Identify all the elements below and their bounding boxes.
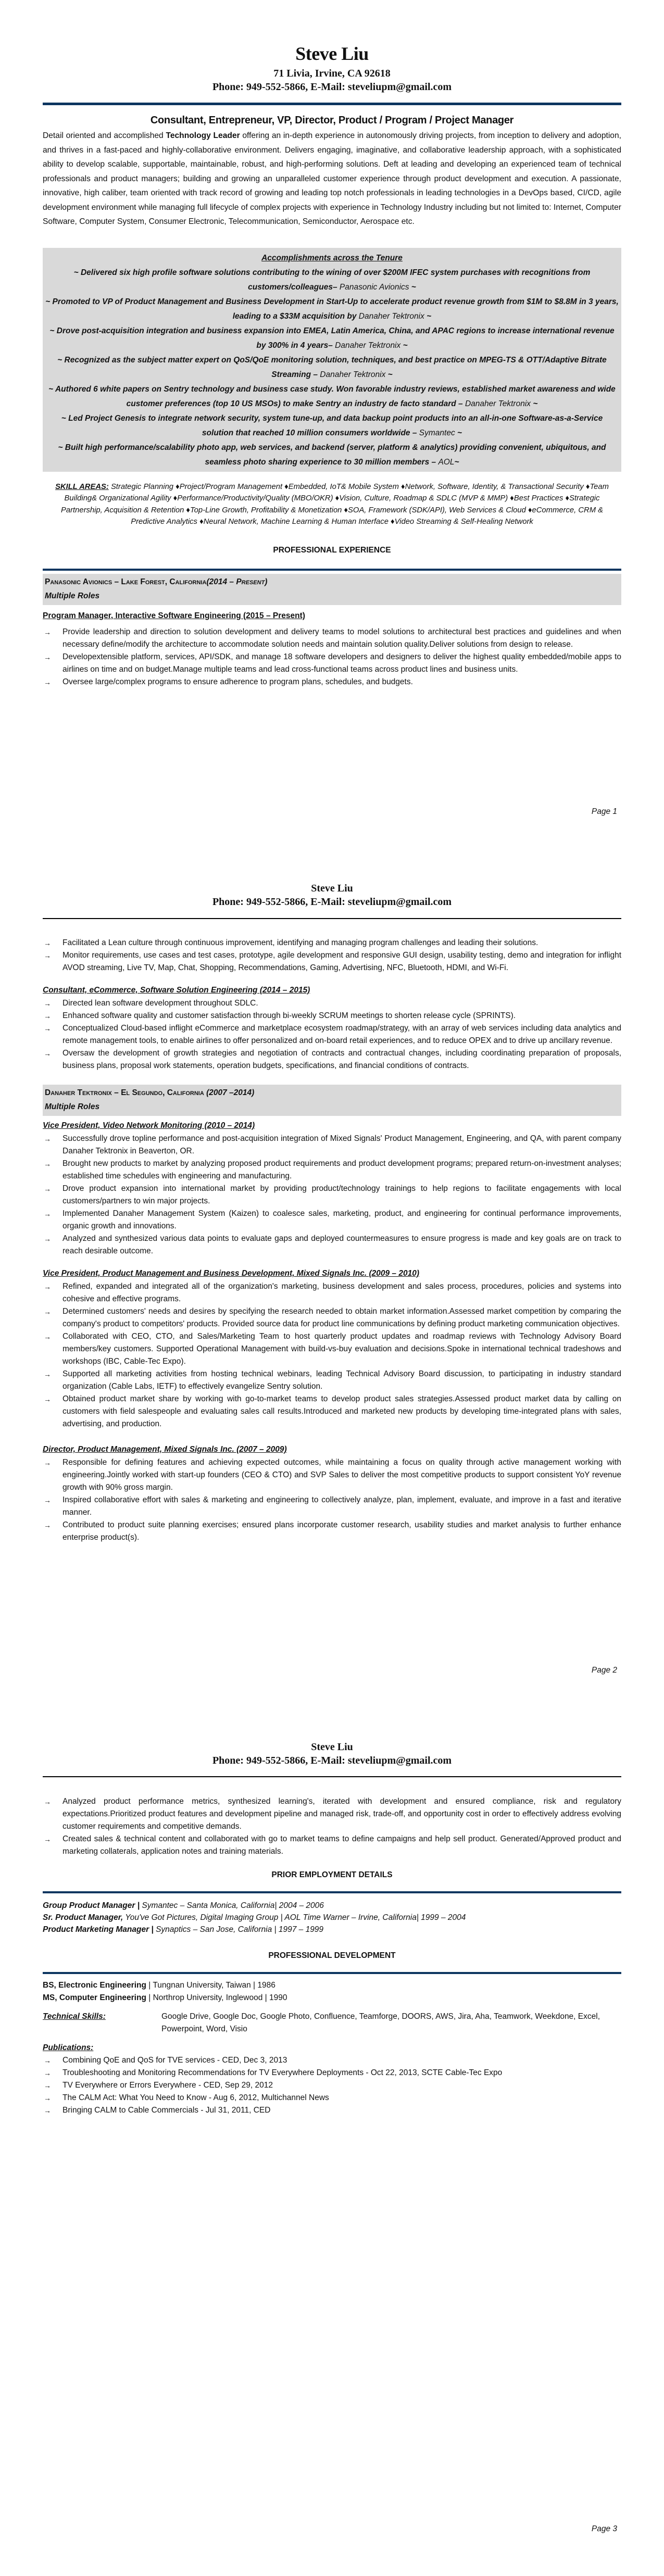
accomplishment-text: ~ Drove post-acquisition integration and business expansion into EMEA, Latin America, China, and APAC regions to increase international revenue by 300% in 4 years–: [49, 326, 615, 350]
accomplishment-company: Danaher Tektronix: [358, 311, 424, 321]
arrow-icon: →: [44, 939, 51, 947]
role-title: Vice President, Video Network Monitoring (2010 – 2014): [43, 1121, 255, 1130]
arrow-icon: →: [44, 1395, 51, 1403]
bullet-text: Determined customers' needs and desires by specifying the research needed to obtain market information.Assessed market competition by comparing the company's product to competitors' products. Provided source data for product line communications by defining product marketing communication objectives.: [62, 1307, 621, 1328]
skill-areas-label: SKILL AREAS:: [55, 482, 109, 491]
bullet-text: Created sales & technical content and collaborated with go to market teams to define campaigns and help sell product. Generated/Approved product and marketing collaterals, application notes and training materials.: [62, 1834, 621, 1856]
accomplishment-item: [45, 324, 619, 353]
tilde: ~: [385, 370, 393, 379]
page-1-header: [43, 43, 621, 94]
bullet-text: Oversee large/complex programs to ensure adherence to program plans, schedules, and budgets.: [62, 677, 413, 686]
publication-item: [43, 2104, 621, 2117]
accomplishment-text: ~ Built high performance/scalability photo app, web services, and backend (server, platform & analytics) providing convenient, ubiquitous, and seamless photo sharing experience to 30 million members –: [58, 443, 606, 467]
arrow-icon: →: [44, 2056, 51, 2065]
role-title: Vice President, Product Management and Business Development, Mixed Signals Inc. (2009 – 2010): [43, 1269, 419, 1278]
company-name: [45, 575, 619, 589]
contact-line: Phone: 949-552-5866, E-Mail: steveliupm@gmail.com: [212, 1755, 452, 1766]
summary-bold: Technology Leader: [166, 131, 240, 140]
publication-text: Bringing CALM to Cable Commercials - Jul 31, 2011, CED: [62, 2106, 271, 2115]
publications-label: Publications:: [43, 2043, 94, 2052]
publication-text: Troubleshooting and Monitoring Recommendations for TV Everywhere Deployments - Oct 22, 2013, SCTE Cable-Tec Expo: [62, 2068, 503, 2077]
accomplishment-company: Danaher Tektronix: [320, 370, 386, 379]
accomplishment-text: ~ Delivered six high profile software solutions contributing to the wining of over $200M IFEC system purchases with recognitions from customers/colleagues–: [73, 268, 591, 292]
arrow-icon: →: [44, 1012, 51, 1020]
company-name: [45, 1086, 619, 1100]
bullet-text: Collaborated with CEO, CTO, and Sales/Marketing Team to host quarterly product updates and roadmap reviews with Technology Advisory Board members/key customers. Supported Operational Management with build-vs-buy evaluation and decisions.Spoke in international technical tradeshows and workshops (IBC, Cable-Tec Expo).: [62, 1332, 621, 1366]
bullet-text: Responsible for defining features and achieving expected outcomes, while maintaining a focus on quality through active management working with engineering.Jointly worked with start-up founders (CEO & CTO) and SVP Sales to deliver the most competitive products to support consistent YoY revenue growth with 90% gross margin.: [62, 1458, 621, 1492]
candidate-name: Steve Liu: [295, 43, 369, 64]
bullet-text: Brought new products to market by analyzing proposed product requirements and product development programs; prepared return-on-investment analyses; established time schedules with engineering and manufacturing.: [62, 1159, 621, 1180]
company-danaher: [43, 1085, 621, 1116]
publication-item: [43, 2067, 621, 2079]
address: 71 Livia, Irvine, CA 92618: [273, 68, 391, 79]
arrow-icon: →: [44, 1235, 51, 1243]
prior-detail: You've Got Pictures, Digital Imaging Group | AOL Time Warner – Irvine, California| 1999 – 2004: [123, 1913, 466, 1922]
bullet-item: [43, 1330, 621, 1368]
role-bullets-continued: [43, 1795, 621, 1858]
publication-text: TV Everywhere or Errors Everywhere - CED, Sep 29, 2012: [62, 2081, 273, 2090]
accomplishment-item: [45, 382, 619, 411]
bullet-text: Implemented Danaher Management System (Kaizen) to coalesce sales, marketing, product, and engineering for continual performance improvements, organic growth and innovations.: [62, 1209, 621, 1230]
bullet-item: [43, 651, 621, 676]
candidate-name: Steve Liu: [311, 883, 353, 894]
arrow-icon: →: [44, 2069, 51, 2077]
bullet-text: Oversaw the development of growth strategies and negotiation of contracts and contractual changes, including coordinating preparation of proposals, business plans, proposal work statements, operation budgets, specifications, and financial conditions of contracts.: [62, 1049, 621, 1070]
arrow-icon: →: [44, 1370, 51, 1378]
bullet-item: [43, 1795, 621, 1833]
bullet-item: [43, 1010, 621, 1022]
prior-detail: Symantec – Santa Monica, California| 2004 – 2006: [140, 1901, 324, 1910]
degree: BS, Electronic Engineering: [43, 1981, 146, 1990]
bullet-text: Inspired collaborative effort with sales & marketing and engineering to collectively analyze, plan, implement, evaluate, and improve in a fast and iterative manner.: [62, 1496, 621, 1517]
page-1-body: [43, 115, 621, 688]
accomplishment-company: AOL: [438, 457, 455, 467]
accomplishments-box: [43, 248, 621, 472]
bullet-item: [43, 1833, 621, 1858]
arrow-icon: →: [44, 627, 51, 636]
arrow-icon: →: [44, 2094, 51, 2102]
arrow-icon: →: [44, 677, 51, 686]
header-rule: [43, 1776, 621, 1777]
bullet-item: [43, 1368, 621, 1393]
accomplishment-text: ~ Authored 6 white papers on Sentry technology and business case study. Won favorable industry reviews, established market awareness and wide customer preferences (top 10 US MSOs) to make Sentry an industry de facto standard –: [48, 384, 616, 408]
contact-line: Phone: 949-552-5866, E-Mail: steveliupm@gmail.com: [212, 896, 452, 908]
section-professional-development: PROFESSIONAL DEVELOPMENT: [268, 1951, 396, 1960]
bullet-item: [43, 1047, 621, 1072]
publication-text: Combining QoE and QoS for TVE services - CED, Dec 3, 2013: [62, 2056, 287, 2065]
prior-role: Product Marketing Manager |: [43, 1925, 154, 1934]
education-row: [43, 1992, 621, 2004]
accomplishment-item: [45, 353, 619, 382]
role-bullets: [43, 1456, 621, 1544]
arrow-icon: →: [44, 1049, 51, 1058]
candidate-name: Steve Liu: [311, 1741, 353, 1753]
bullet-text: Monitor requirements, use cases and test cases, prototype, agile development and responsive GUI design, usability testing, demo and integration for inflight AVOD streaming, Live TV, Map, Chat, Shopping, Recommendations, Gaming, Advertising, NFC, Bluetooth, HDMI, and Wi-Fi.: [62, 951, 621, 972]
skill-areas-text: Strategic Planning ♦Project/Program Management ♦Embedded, IoT& Mobile System ♦Network, Software, Identity, & Transactional Security ♦Team Building& Organizational Agility ♦Performance/Productivity/Quality (MBO/OKR) ♦Vision, Culture, Roadmap & SDLC (MVP & MMP) ♦Best Practices ♦Strategic Partnership, Acquisition & Retention ♦Top-Line Growth, Profitability & Monetization ♦SOA, Framework (SDK/API), Web Services & Cloud ♦eCommerce, CRM & Predictive Analytics ♦Neural Network, Machine Learning & Human Interface ♦Video Streaming & Self-Healing Network: [60, 482, 609, 526]
publication-item: [43, 2079, 621, 2092]
role-bullets: [43, 1280, 621, 1430]
accomplishment-company: Panasonic Avionics: [339, 282, 409, 292]
tilde: ~: [531, 399, 538, 408]
prior-employment-row: [43, 1900, 621, 1912]
prior-employment-row: [43, 1924, 621, 1936]
bullet-item: [43, 1022, 621, 1047]
arrow-icon: →: [44, 2106, 51, 2115]
bullet-item: [43, 997, 621, 1010]
page-number: Page 1: [591, 807, 617, 816]
education-list: [43, 1979, 621, 2004]
bullet-text: Analyzed and synthesized various data points to evaluate gaps and deployed countermeasures to ensure progress is made and key goals are on track to reach desirable outcome.: [62, 1234, 621, 1255]
bullet-item: [43, 1494, 621, 1519]
role-bullets: [43, 1133, 621, 1258]
role-bullets-continued: [43, 937, 621, 974]
headline: Consultant, Entrepreneur, VP, Director, Product / Program / Project Manager: [150, 115, 514, 126]
technical-skills: [43, 2010, 621, 2035]
arrow-icon: →: [44, 1283, 51, 1291]
accomplishment-item: [45, 266, 619, 295]
arrow-icon: →: [44, 1333, 51, 1341]
accomplishment-company: Danaher Tektronix: [335, 341, 401, 350]
education-detail: | Northrop University, Inglewood | 1990: [146, 1993, 287, 2002]
company-roles-label: Multiple Roles: [45, 1102, 100, 1111]
tilde: ~: [409, 282, 416, 292]
accomplishment-text: ~ Promoted to VP of Product Management and Business Development in Start-Up to accelerate product revenue growth from $1M to $8.8M in 3 years, leading to a $33M acquisition by: [45, 297, 619, 321]
arrow-icon: →: [44, 1835, 51, 1843]
bullet-item: [43, 1133, 621, 1158]
summary: [43, 129, 621, 229]
degree: MS, Computer Engineering: [43, 1993, 146, 2002]
prior-role: Group Product Manager |: [43, 1901, 140, 1910]
prior-employment-list: [43, 1900, 621, 1936]
accomplishment-item: [45, 295, 619, 324]
bullet-item: [43, 1233, 621, 1258]
arrow-icon: →: [44, 1798, 51, 1806]
header-rule: [43, 103, 621, 105]
accomplishment-company: Danaher Tektronix: [465, 399, 531, 408]
arrow-icon: →: [44, 2081, 51, 2090]
bullet-item: [43, 676, 621, 688]
page-1: [0, 0, 664, 859]
bullet-text: Supported all marketing activities from hosting technical webinars, leading Technical Advisory Board discussion, to participating in industry standard organization (Cable Labs, IETF) to effectively evangelize Sentry solution.: [62, 1369, 621, 1391]
prior-role: Sr. Product Manager,: [43, 1913, 123, 1922]
bullet-text: Enhanced software quality and customer satisfaction through bi-weekly SCRUM meetings to shorten release cycle (SPRINTS).: [62, 1011, 516, 1020]
education-detail: | Tungnan University, Taiwan | 1986: [146, 1981, 275, 1990]
section-professional-experience: PROFESSIONAL EXPERIENCE: [273, 545, 391, 555]
bullet-item: [43, 1456, 621, 1494]
skill-areas: [43, 481, 621, 528]
bullet-text: Developextensible platform, services, API/SDK, and manage 18 software developers and designers to deliver the highest quality embedded/mobile apps to airlines on time and on budget.Manage multiple teams and lead cross-functional teams across product lines and business units.: [62, 652, 621, 674]
company-roles-label: Multiple Roles: [45, 591, 100, 600]
bullet-item: [43, 1183, 621, 1208]
section-rule: [43, 1972, 621, 1974]
arrow-icon: →: [44, 1160, 51, 1168]
arrow-icon: →: [44, 1210, 51, 1218]
bullet-item: [43, 1158, 621, 1183]
bullet-item: [43, 937, 621, 949]
prior-detail: Synaptics – San Jose, California | 1997 – 1999: [153, 1925, 324, 1934]
education-row: [43, 1979, 621, 1992]
role-bullets: [43, 626, 621, 688]
bullet-item: [43, 1280, 621, 1305]
page-3: [0, 1717, 664, 2576]
bullet-text: Drove product expansion into international market by providing product/technology trainings to help regions to facilitate engagements with local customers/partners to win major projects.: [62, 1184, 621, 1205]
tilde: ~: [455, 428, 462, 437]
page-3-body: [43, 1795, 621, 2117]
bullet-item: [43, 1519, 621, 1544]
role-title: Program Manager, Interactive Software Engineering (2015 – Present): [43, 611, 305, 620]
company-name-text: Danaher Tektronix – El Segundo, California: [45, 1088, 204, 1097]
arrow-icon: →: [44, 1135, 51, 1143]
arrow-icon: →: [44, 1496, 51, 1504]
page-2-header: [43, 882, 621, 909]
tilde: ~: [454, 457, 459, 467]
arrow-icon: →: [44, 999, 51, 1008]
bullet-text: Analyzed product performance metrics, synthesized learning's, iterated with development and ensured compliance, risk and regulatory expectations.Prioritized product features and development pipeline and managed risk, trade-off, and opportunity cost in order to effectively address evolving customer requirements and competitive demands.: [62, 1797, 621, 1831]
bullet-text: Successfully drove topline performance and post-acquisition integration of Mixed Signals' Product Management, Engineering, and QA, with parent company Danaher Tektronix in Beaverton, OR.: [62, 1134, 621, 1155]
bullet-item: [43, 1305, 621, 1330]
technical-skills-label: Technical Skills:: [43, 2012, 106, 2021]
bullet-text: Conceptualized Cloud-based inflight eCommerce and marketplace ecosystem roadmap/strategy, with an array of web services including data analytics and remote management tools, to enable airlines to offer personalized and on-board retail experiences, and to reduce OPEX and to drive up ancillary revenue.: [62, 1024, 621, 1045]
tilde: ~: [424, 311, 432, 321]
contact-line: Phone: 949-552-5866, E-Mail: steveliupm@gmail.com: [212, 81, 452, 93]
accomplishment-company: Symantec: [419, 428, 455, 437]
publication-text: The CALM Act: What You Need to Know - Aug 6, 2012, Multichannel News: [62, 2093, 329, 2102]
company-dates: (2007 –2014): [204, 1088, 255, 1097]
bullet-text: Provide leadership and direction to solution development and delivery teams to model solutions to architectural best practices and guidelines and when necessary define/modify the architecture to accommodate solution needs and maintain solution quality.Deliver solutions from design to release.: [62, 627, 621, 649]
page-3-header: [43, 1740, 621, 1767]
page-2: [0, 859, 664, 1717]
bullet-text: Refined, expanded and integrated all of the organization's marketing, business development and sales process, procedures, policies and systems into cohesive and effective programs.: [62, 1282, 621, 1303]
publication-item: [43, 2092, 621, 2104]
page-2-body: [43, 937, 621, 1544]
arrow-icon: →: [44, 1308, 51, 1316]
bullet-item: [43, 1393, 621, 1430]
role-title: Consultant, eCommerce, Software Solution Engineering (2014 – 2015): [43, 986, 310, 995]
accomplishments-title: Accomplishments across the Tenure: [261, 253, 403, 262]
arrow-icon: →: [44, 951, 51, 960]
tilde: ~: [400, 341, 408, 350]
page-number: Page 2: [591, 1666, 617, 1675]
section-prior-employment: PRIOR EMPLOYMENT DETAILS: [271, 1870, 393, 1879]
section-rule: [43, 569, 621, 571]
arrow-icon: →: [44, 1521, 51, 1529]
page-number: Page 3: [591, 2524, 617, 2533]
role-title: Director, Product Management, Mixed Signals Inc. (2007 – 2009): [43, 1445, 287, 1454]
accomplishment-item: [45, 441, 619, 470]
bullet-item: [43, 1208, 621, 1233]
company-name-text: Panasonic Avionics – Lake Forest, California: [45, 577, 207, 586]
company-dates: (2014 – Present): [206, 577, 268, 586]
technical-skills-value: Google Drive, Google Doc, Google Photo, Confluence, Teamforge, DOORS, AWS, Jira, Aha, Teamwork, Weekdone, Excel, Powerpoint, Word, Visio: [161, 2012, 600, 2033]
accomplishment-item: [45, 411, 619, 441]
role-bullets: [43, 997, 621, 1072]
accomplishment-text: ~ Recognized as the subject matter expert on QoS/QoE monitoring solution, techniques, and best practice on MPEG-TS & OTT/Adaptive Bitrate Streaming –: [57, 355, 607, 379]
publications-list: [43, 2054, 621, 2117]
bullet-item: [43, 949, 621, 974]
bullet-text: Directed lean software development throughout SDLC.: [62, 999, 258, 1008]
summary-intro: Detail oriented and accomplished: [43, 131, 166, 140]
summary-rest: offering an in-depth experience in autonomously driving projects, from inception to delivery and adoption, and thrives in a fast-paced and highly-collaborative environment. Delivers engaging, imaginative, and collaborative leadership approach, with a sophisticated ability to develop scalable, supportable, maintainable, robust, and high-performing solutions. Deft at leading and developing an experienced team of technical professionals and product managers; building and growing an unparalleled customer experience through product development and execution. A passionate, innovative, high caliber, team oriented with track record of growing and leading top notch professionals in leading technologies in a DevOps based, CI/CD, agile development environment while managing full lifecycle of complex projects with experience in Technology Industry including but not limited to: Internet, Computer Software, Computer System, Consumer Electronic, Telecommunication, Semiconductor, Aerospace etc.: [43, 131, 621, 226]
arrow-icon: →: [44, 1024, 51, 1033]
header-rule: [43, 918, 621, 919]
arrow-icon: →: [44, 1185, 51, 1193]
company-panasonic: [43, 574, 621, 605]
bullet-text: Facilitated a Lean culture through continuous improvement, identifying and managing program challenges and leading their solutions.: [62, 938, 538, 947]
prior-employment-row: [43, 1912, 621, 1924]
accomplishment-text: ~ Led Project Genesis to integrate network security, system tune-up, and data backup point products into an all-in-one Software-as-a-Service solution that reached 10 million consumers worldwide –: [61, 413, 603, 437]
publication-item: [43, 2054, 621, 2067]
arrow-icon: →: [44, 652, 51, 661]
bullet-item: [43, 626, 621, 651]
arrow-icon: →: [44, 1459, 51, 1467]
bullet-text: Obtained product market share by working with go-to-market teams to develop product sales strategies.Assessed product market data by calling on customers with field salespeople and evaluating sales call results.Introduced and marketed new products by developing time-integrated plans with sales, advertising, and production.: [62, 1394, 621, 1428]
bullet-text: Contributed to product suite planning exercises; ensured plans incorporate customer research, usability studies and market analysis to further enhance enterprise product(s).: [62, 1521, 621, 1542]
section-rule: [43, 1891, 621, 1893]
